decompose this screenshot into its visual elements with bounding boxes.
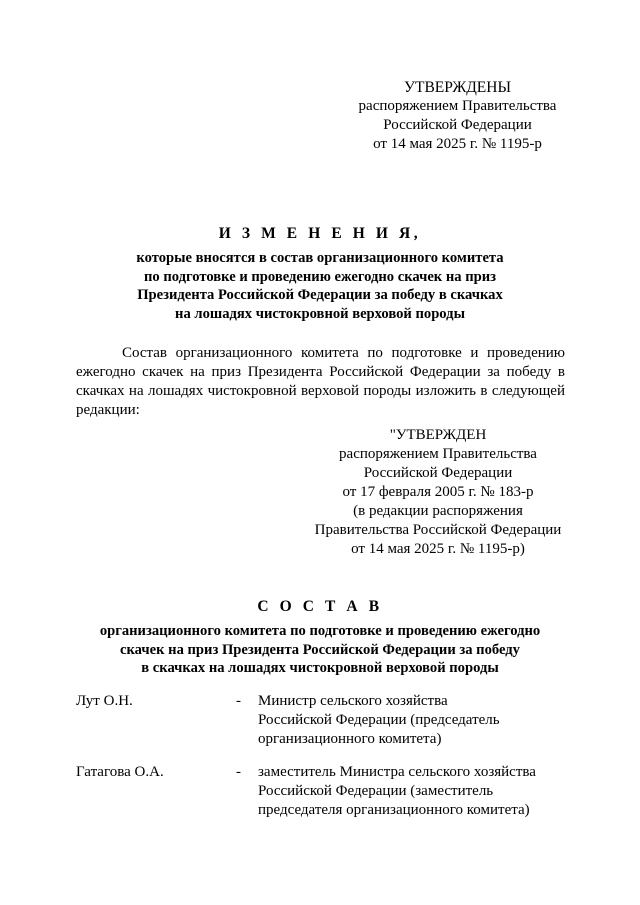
changes-subtitle-line: которые вносятся в состав организационного комитета <box>136 250 504 266</box>
member-row <box>76 763 576 820</box>
composition-subtitle-line: организационного комитета по подготовке и проведению ежегодно <box>99 623 541 639</box>
approval2-line: распоряжением Правительства <box>339 446 537 462</box>
member-role-line: организационного комитета) <box>258 731 442 747</box>
member-role <box>258 692 558 749</box>
member-role-line: Российской Федерации (председатель <box>258 712 500 728</box>
composition-subtitle-line: в скачках на лошадях чистокровной верховой породы <box>141 660 499 676</box>
approval2-line: Правительства Российской Федерации <box>314 522 562 538</box>
approval2-line: Российской Федерации <box>363 465 513 481</box>
changes-heading-block <box>60 224 580 323</box>
approval-date: от 14 мая 2025 г. № 1195-р <box>373 136 542 152</box>
changes-subtitle-line: на лошадях чистокровной верховой породы <box>175 305 465 322</box>
composition-subtitle <box>60 622 580 678</box>
approval2-line: от 14 мая 2025 г. № 1195-р) <box>351 541 525 557</box>
composition-heading-block <box>60 597 580 678</box>
member-role-line: Российской Федерации (заместитель <box>258 783 494 799</box>
composition-subtitle-line: скачек на приз Президента Российской Федерации за победу <box>120 641 520 658</box>
approval-heading: УТВЕРЖДЕНЫ <box>404 79 511 96</box>
composition-title: С О С Т А В <box>257 598 383 615</box>
body-paragraph: Состав организационного комитета по подготовке и проведению ежегодно скачек на приз Президента Российской Федерации за победу в скачках на лошадях чистокровной верховой породы изложить в следующей редакции: <box>76 345 565 418</box>
approval2-line: (в редакции распоряжения <box>353 503 523 519</box>
approval-stamp <box>340 78 575 154</box>
approval-stamp-quoted <box>298 426 578 559</box>
changes-title: И З М Е Н Е Н И Я, <box>218 225 422 242</box>
member-role-line: председателя организационного комитета) <box>258 802 530 818</box>
member-role <box>258 763 558 820</box>
changes-subtitle-line: по подготовке и проведению ежегодно скачек на приз <box>143 268 497 285</box>
changes-subtitle <box>60 249 580 323</box>
approval-line: распоряжением Правительства <box>358 98 557 114</box>
changes-subtitle-line: Президента Российской Федерации за победу в скачках <box>137 287 503 303</box>
member-row <box>76 692 576 749</box>
member-dash: - <box>236 764 241 780</box>
member-name: Гатагова О.А. <box>76 764 164 780</box>
member-dash: - <box>236 693 241 709</box>
approval2-heading: "УТВЕРЖДЕН <box>389 427 487 443</box>
member-role-line: заместитель Министра сельского хозяйства <box>258 764 536 780</box>
approval-line: Российской Федерации <box>383 117 532 133</box>
member-name: Лут О.Н. <box>76 693 133 709</box>
member-list <box>76 692 576 834</box>
member-role-line: Министр сельского хозяйства <box>258 693 448 709</box>
approval2-line: от 17 февраля 2005 г. № 183-р <box>342 484 534 500</box>
